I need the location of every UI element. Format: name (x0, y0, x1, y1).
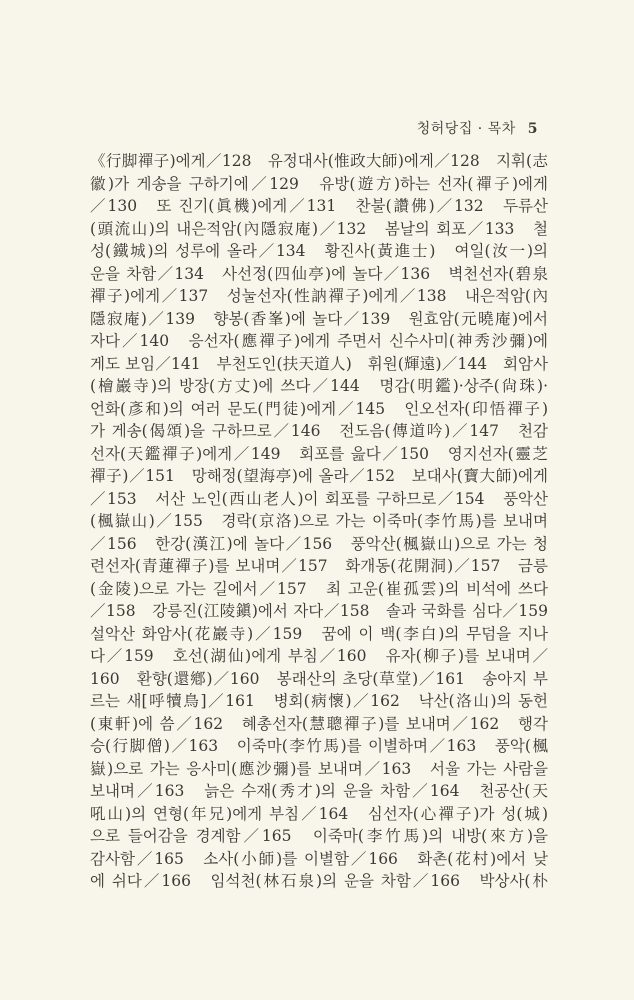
toc-line: 선자(天鑑禪子)에게／149 회포를 읊다／150 영지선자(靈芝 (90, 444, 548, 463)
toc-line: 르는 새[呼犢鳥]／161 병회(病懷)／162 낙산(洛山)의 동헌 (90, 692, 548, 710)
toc-line: 嶽)으로 가는 응사미(應沙彌)를 보내며／163 서울 가는 사람을 (90, 759, 548, 778)
toc-line: 다／159 호선(湖仙)에게 부침／160 유자(柳子)를 보내며／ (90, 647, 548, 665)
toc-line: (檜巖寺)의 방장(方丈)에 쓰다／144 명감(明鑑)·상주(尙珠)· (90, 377, 548, 395)
page-number: 5 (527, 121, 538, 137)
toc-line: 吼山)의 연형(年兄)에게 부침／164 심선자(心禪子)가 성(城) (90, 804, 548, 823)
book-title: 청허당집 · 목차 (416, 121, 516, 137)
toc-line: ／158 강릉진(江陵鎭)에서 자다／158 솔과 국화를 심다／159 (90, 602, 548, 620)
toc-line: 언화(彥和)의 여러 문도(門徒)에게／145 인오선자(印悟禪子) (90, 399, 548, 418)
toc-line: 설악산 화암사(花巖寺)／159 꿈에 이 백(李白)의 무덤을 지나 (90, 624, 548, 643)
toc-line: 徽)가 게송을 구하기에／129 유방(遊方)하는 선자(禪子)에게 (90, 174, 548, 193)
toc-line: ／153 서산 노인(西山老人)이 회포를 구하므로／154 풍악산 (90, 489, 548, 508)
toc-line: 게도 보임／141 부천도인(扶天道人) 휘원(輝遠)／144 회암사 (90, 354, 548, 373)
toc-line: (東軒)에 씀／162 혜총선자(慧聰禪子)를 보내며／162 행각 (90, 714, 548, 733)
toc-line: 자다／140 응선자(應禪子)에게 주면서 신수사미(神秀沙彌)에 (90, 332, 548, 350)
table-of-contents-text (90, 150, 548, 893)
toc-line: 련선자(青蓮禪子)를 보내며／157 화개동(花開洞)／157 금릉 (90, 557, 548, 575)
toc-line: 가 게송(偈頌)을 구하므로／146 전도음(傳道吟)／147 천감 (90, 422, 548, 440)
toc-line: ／156 한강(漢江)에 놀다／156 풍악산(楓嶽山)으로 가는 청 (90, 534, 548, 553)
toc-line: 감사함／165 소사(小師)를 이별함／166 화촌(花村)에서 낮 (90, 849, 548, 868)
toc-line: 禪子)에게／137 성눌선자(性訥禪子)에게／138 내은적암(內 (90, 287, 548, 305)
toc-line: (頭流山)의 내은적암(內隱寂庵)／132 봄날의 회포／133 철 (90, 219, 548, 238)
toc-line: 隱寂庵)／139 향봉(香峯)에 놀다／139 원효암(元曉庵)에서 (90, 309, 548, 328)
toc-line: ／130 또 진기(眞機)에게／131 찬불(讚佛)／132 두류산 (90, 197, 548, 215)
toc-line: 《行脚禪子)에게／128 유정대사(惟政大師)에게／128 지휘(志 (90, 152, 548, 170)
toc-line: (楓嶽山)／155 경락(京洛)으로 가는 이죽마(李竹馬)를 보내며 (90, 512, 548, 530)
toc-line: 으로 들어감을 경계함／165 이죽마(李竹馬)의 내방(來方)을 (90, 827, 548, 845)
toc-line: 에 쉬다／166 임석천(林石泉)의 운을 차함／166 박상사(朴 (90, 872, 548, 890)
toc-line: 160 환향(還鄕)／160 봉래산의 초당(草堂)／161 송아지 부 (90, 669, 548, 688)
running-header (417, 118, 538, 138)
toc-line: 보내며／163 늙은 수재(秀才)의 운을 차함／164 천공산(天 (90, 782, 548, 800)
toc-line: 승(行脚僧)／163 이죽마(李竹馬)를 이별하며／163 풍악(楓 (90, 737, 548, 755)
toc-line: 성(鐵城)의 성루에 올라／134 황진사(黃進士) 여일(汝一)의 (90, 242, 548, 260)
toc-line: 禪子)／151 망해정(望海亭)에 올라／152 보대사(寶大師)에게 (90, 467, 548, 485)
toc-line: (金陵)으로 가는 길에서／157 최 고운(崔孤雲)의 비석에 쓰다 (90, 579, 548, 598)
toc-line: 운을 차함／134 사선정(四仙亭)에 놀다／136 벽천선자(碧泉 (90, 264, 548, 283)
